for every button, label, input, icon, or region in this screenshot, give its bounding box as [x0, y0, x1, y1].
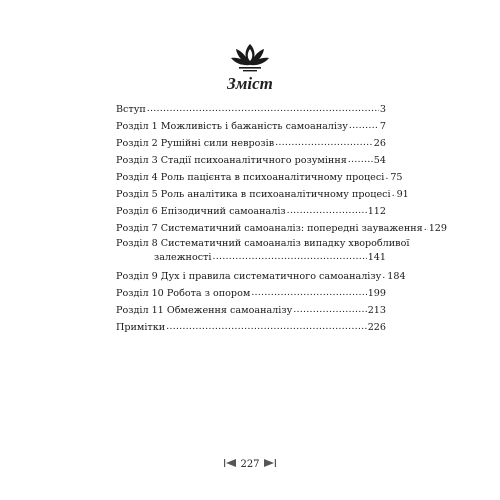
toc-entry-chapter-4[interactable] [116, 169, 403, 186]
toc-entry-page: 7 [379, 121, 386, 132]
toc-entry-label: Вступ [116, 104, 146, 115]
dot-leader [424, 219, 428, 236]
toc-entry-label: Розділ 4 Роль пацієнта в психоаналітичному процесі [116, 172, 385, 183]
toc-entry-label: Розділ 3 Стадії психоаналітичного розуміння [116, 155, 347, 166]
toc-heading: Зміст [227, 74, 273, 93]
toc-entry-label: Розділ 10 Робота з опором [116, 288, 251, 299]
page-number: 227 [240, 459, 260, 470]
toc-entry-label: Розділ 1 Можливість і бажаність самоаналізу [116, 121, 348, 132]
toc-entry-label: Розділ 2 Рушійні сили неврозів [116, 138, 275, 149]
toc-entry-page: 112 [367, 206, 386, 217]
dot-leader [293, 301, 366, 318]
toc-entry-chapter-11[interactable] [116, 302, 386, 319]
toc-entry-chapter-5[interactable] [116, 186, 409, 203]
toc-entry-chapter-1[interactable] [116, 118, 386, 135]
toc-entry-label-continued: залежності [154, 252, 212, 263]
dot-leader [147, 100, 379, 117]
dot-leader [251, 284, 366, 301]
dot-leader [382, 267, 386, 284]
toc-entry-chapter-8[interactable] [116, 237, 410, 265]
toc-entry-chapter-3[interactable] [116, 152, 386, 169]
toc-entry-page: 199 [367, 288, 386, 299]
toc-entry-page: 54 [373, 155, 386, 166]
toc-entry-label: Розділ 8 Систематичний самоаналіз випадку хворобливої [116, 238, 410, 249]
arrow-left-icon [223, 458, 237, 468]
dot-leader [287, 202, 367, 219]
toc-entry-notes[interactable] [116, 319, 386, 336]
toc-entry-label: Розділ 5 Роль аналітика в психоаналітичному процесі [116, 189, 391, 200]
dot-leader [392, 185, 396, 202]
dot-leader [385, 168, 389, 185]
toc-entry-page: 91 [396, 189, 409, 200]
toc-entry-label: Розділ 6 Епізодичний самоаналіз [116, 206, 286, 217]
lotus-ornament-icon [230, 42, 270, 74]
dot-leader [275, 134, 373, 151]
toc-entry-chapter-6[interactable] [116, 203, 386, 220]
arrow-right-icon [263, 458, 277, 468]
toc-entry-page: 129 [428, 223, 447, 234]
toc-entry-label: Розділ 11 Обмеження самоаналізу [116, 305, 293, 316]
toc-entry-label: Примітки [116, 322, 166, 333]
toc-entry-page: 184 [387, 271, 406, 282]
toc-entry-intro[interactable] [116, 101, 386, 118]
table-of-contents [116, 101, 447, 336]
toc-entry-page: 213 [367, 305, 386, 316]
toc-entry-page: 226 [367, 322, 386, 333]
dot-leader [348, 151, 373, 168]
toc-entry-chapter-9[interactable] [116, 268, 406, 285]
dot-leader [166, 318, 367, 335]
toc-entry-chapter-2[interactable] [116, 135, 386, 152]
toc-entry-page: 26 [373, 138, 386, 149]
page-footer [0, 458, 500, 470]
toc-entry-chapter-10[interactable] [116, 285, 386, 302]
toc-entry-label: Розділ 7 Систематичний самоаналіз: попередні зауваження [116, 223, 423, 234]
dot-leader [212, 250, 366, 264]
toc-entry-chapter-7[interactable] [116, 220, 447, 237]
dot-leader [349, 117, 379, 134]
toc-entry-page: 3 [379, 104, 386, 115]
toc-entry-label: Розділ 9 Дух і правила систематичного самоаналізу [116, 271, 382, 282]
toc-entry-page: 75 [390, 172, 403, 183]
toc-entry-page: 141 [367, 252, 386, 263]
